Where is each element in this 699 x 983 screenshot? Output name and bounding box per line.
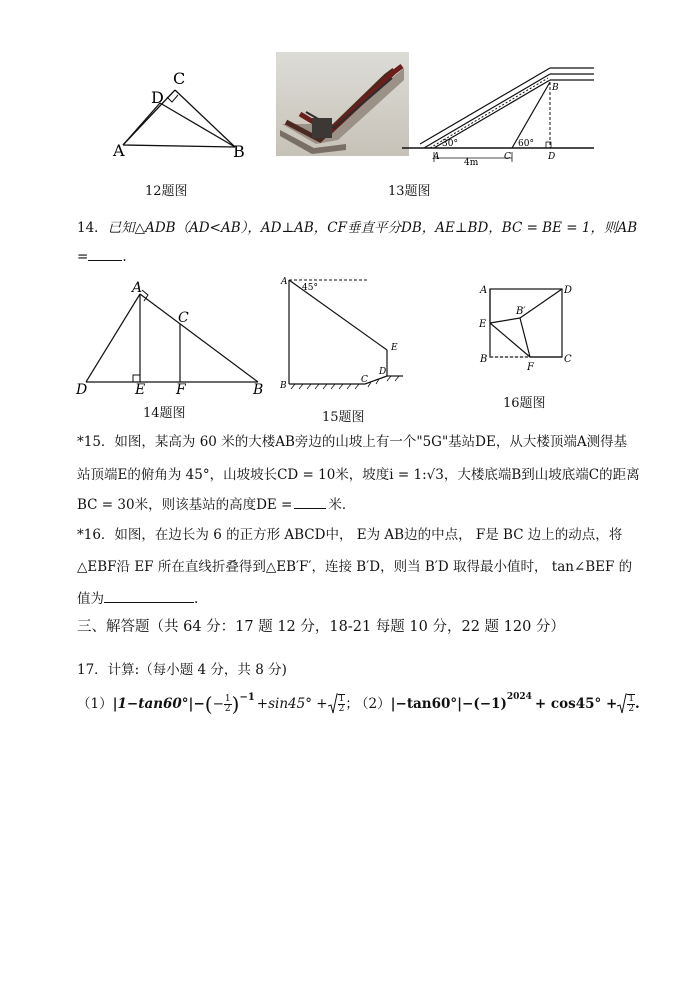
q16-line-3-post: . (194, 591, 199, 607)
fig13-label-b: B (552, 83, 559, 93)
fig12-label-d: D (151, 88, 164, 107)
q17-p2-cos: + cos45° + (534, 696, 618, 712)
fig16-label-f: F (527, 362, 534, 373)
q15-line-3-pre: BC = 30米，则该基站的高度DE = (77, 497, 293, 513)
q16-line-1: *16．如图，在边长为 6 的正方形 ABCD中， E为 AB边的中点， F是 BC 边上的动点，将 (77, 527, 623, 543)
q16-line-2: △EBF沿 EF 所在直线折叠得到△EB′F′，连接 B′D，则当 B′D 取得最小值时， tan∠BEF 的 (77, 559, 633, 575)
q14-answer-line (77, 246, 127, 267)
q17-p2-abs: |−tan60°|−(−1) (390, 696, 507, 712)
fig15-label-c: C (361, 375, 368, 385)
fig15-label-d: D (379, 367, 387, 377)
q14-period: . (122, 249, 127, 265)
fig14-label-c: C (178, 310, 189, 326)
q14-equals: = (77, 249, 89, 265)
section-3-heading: 三、解答题（共 64 分：17 题 12 分，18-21 每题 10 分，22 题 120 分） (77, 619, 565, 635)
figure-15 (275, 272, 410, 397)
fig16-label-b: B (480, 354, 488, 365)
fig13-label-a: A (433, 152, 440, 162)
q17-p1-end: ； (345, 696, 359, 712)
figure-14 (70, 280, 270, 400)
fig13-angle-c: 60° (518, 139, 534, 149)
figure-13 (400, 58, 600, 168)
q17-title: 17．计算:（每小题 4 分，共 8 分) (77, 662, 287, 678)
fig15-caption: 15题图 (322, 410, 365, 425)
q14-text: 已知△ADB（AD<AB），AD⊥AB，CF垂直平分DB，AE⊥BD，BC = BE = 1，则AB (107, 220, 638, 236)
escalator-photo (276, 52, 409, 156)
q17-part-2 (355, 693, 640, 715)
fig16-label-d: D (564, 285, 573, 296)
q14-answer-blank[interactable] (88, 246, 122, 261)
fig13-label-d: D (548, 152, 556, 162)
fig16-caption: 16题图 (503, 396, 546, 411)
fig15-angle: 45° (302, 283, 318, 293)
q17-p1-abs: |1−tan60°| (112, 696, 194, 712)
fig14-label-e: E (135, 382, 146, 398)
fig12-label-b: B (233, 142, 245, 161)
fig13-caption: 13题图 (388, 184, 431, 199)
q16-answer-blank[interactable] (104, 588, 194, 603)
figure-16 (476, 280, 581, 375)
fig13-distance: 4m (464, 158, 479, 168)
fig15-label-e: E (391, 343, 398, 353)
q17-p1-index: （1） (77, 696, 113, 712)
q17-p2-sqrt: $\frac{1}{2}$ (617, 693, 635, 715)
figure-12 (105, 65, 255, 165)
q15-answer-blank[interactable] (294, 494, 326, 509)
q17-p1-exponent: −1 (239, 692, 255, 703)
fig16-label-c: C (564, 354, 572, 365)
q17-p2-exponent: 2024 (506, 692, 532, 702)
fig12-label-c: C (173, 69, 186, 88)
q15-line-1: *15．如图，某高为 60 米的大楼AB旁边的山坡上有一个"5G"基站DE，从大楼顶端A测得基 (77, 434, 628, 450)
fig14-label-b: B (253, 382, 264, 398)
fig12-caption: 12题图 (145, 184, 188, 199)
q17-p1-minus: − (193, 696, 205, 712)
fig14-caption: 14题图 (143, 406, 186, 421)
q15-line-3-post: 米． (328, 497, 356, 513)
question-14 (77, 218, 637, 238)
q16-line-3-pre: 值为 (77, 591, 104, 607)
fig16-label-e: E (479, 319, 487, 330)
q17-p1-fraction: $\frac{1}{2}$ (224, 693, 231, 714)
q16-line-3 (77, 588, 198, 609)
q17-part-1: （1） |1−tan60°| − ( − $\frac{1}{2}$ ) $^{-1}$ +sin45° + $\frac{1}{2}$ ； (77, 693, 359, 715)
fig14-label-a: A (132, 280, 143, 296)
q17-p2-end: . (635, 696, 640, 712)
q14-number: 14． (77, 220, 108, 236)
q17-p1-sqrt: $\frac{1}{2}$ (328, 693, 346, 715)
q17-p2-index: （2） (355, 696, 391, 712)
fig15-label-b: B (280, 381, 287, 391)
fig15-label-a: A (281, 277, 288, 287)
fig13-angle-a: 30° (442, 139, 458, 149)
fig14-label-f: F (176, 382, 186, 398)
q17-p1-neg: − (212, 696, 224, 712)
fig16-label-a: A (480, 285, 488, 296)
fig12-label-a: A (113, 141, 125, 160)
fig14-label-d: D (76, 382, 88, 398)
q15-line-3 (77, 494, 355, 515)
fig16-label-b-prime: B′ (516, 306, 526, 317)
q17-p1-sin: +sin45° + (256, 696, 328, 712)
fig13-label-c: C (504, 152, 511, 162)
q15-line-2: 站顶端E的俯角为 45°，山坡坡长CD = 10米，坡度i = 1:√3，大楼底端B到山坡底端C的距离 (77, 467, 640, 483)
